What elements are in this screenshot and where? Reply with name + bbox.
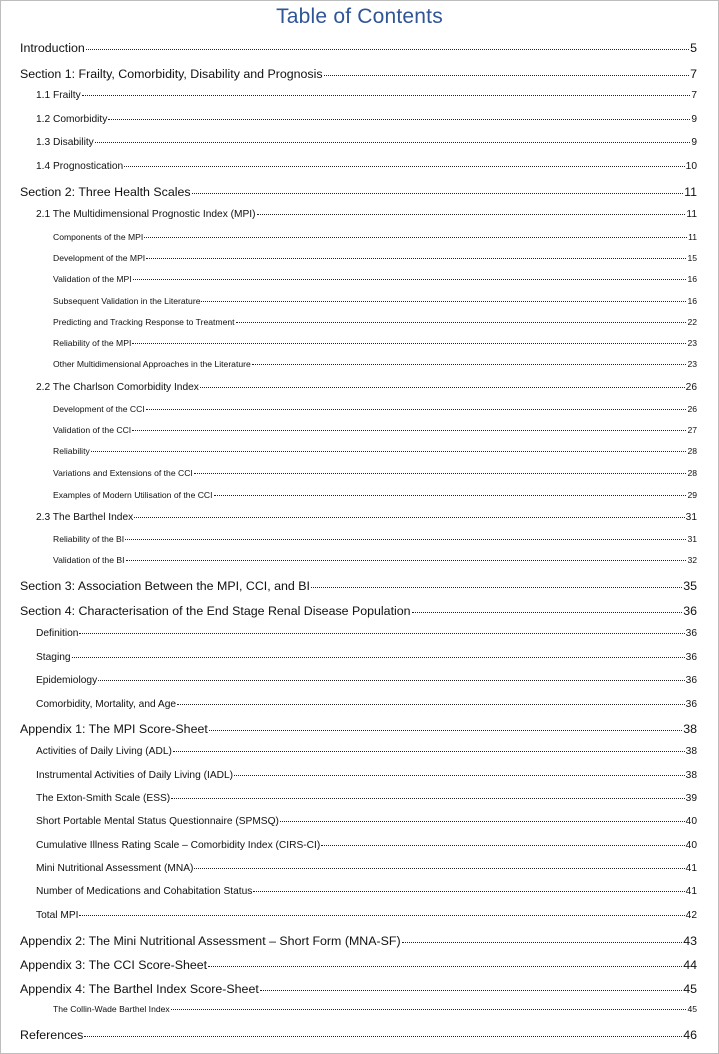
toc-entry[interactable] bbox=[36, 863, 697, 874]
toc-entry-text: 1.1 Frailty bbox=[36, 90, 81, 101]
toc-entry[interactable] bbox=[20, 1028, 697, 1042]
toc-page-number: 38 bbox=[683, 722, 697, 736]
toc-entry[interactable] bbox=[53, 468, 697, 478]
toc-entry-text: Variations and Extensions of the CCI bbox=[53, 468, 193, 478]
toc-entry[interactable] bbox=[53, 490, 697, 500]
toc-entry[interactable] bbox=[53, 232, 697, 242]
toc-entry-text: Cumulative Illness Rating Scale – Comorbidity Index (CIRS-CI) bbox=[36, 840, 321, 851]
toc-page-number: 43 bbox=[683, 934, 697, 948]
toc-entry-text: Short Portable Mental Status Questionnaire (SPMSQ) bbox=[36, 816, 279, 827]
toc-entry[interactable] bbox=[20, 934, 697, 948]
toc-dot-leader bbox=[194, 867, 684, 869]
toc-entry-text: Appendix 1: The MPI Score-Sheet bbox=[20, 722, 208, 736]
toc-page-number: 36 bbox=[683, 604, 697, 618]
toc-dot-leader bbox=[234, 774, 685, 776]
toc-page-number: 11 bbox=[688, 232, 697, 242]
toc-entry-text: Subsequent Validation in the Literature bbox=[53, 296, 201, 306]
toc-dot-leader bbox=[171, 797, 684, 799]
toc-entry[interactable] bbox=[36, 90, 697, 101]
toc-entry-text: Number of Medications and Cohabitation Status bbox=[36, 886, 253, 897]
toc-dot-leader bbox=[84, 1035, 682, 1037]
toc-page-number: 11 bbox=[684, 185, 697, 199]
toc-entry[interactable] bbox=[36, 114, 697, 125]
toc-entry[interactable] bbox=[36, 652, 697, 663]
toc-dot-leader bbox=[91, 450, 687, 452]
toc-page-number: 15 bbox=[687, 253, 697, 263]
toc-entry-text: Examples of Modern Utilisation of the CCI bbox=[53, 490, 213, 500]
toc-page-number: 29 bbox=[687, 490, 697, 500]
toc-dot-leader bbox=[134, 516, 684, 518]
toc-dot-leader bbox=[146, 257, 686, 259]
toc-dot-leader bbox=[194, 472, 687, 474]
toc-dot-leader bbox=[177, 703, 685, 705]
toc-entry-text: Activities of Daily Living (ADL) bbox=[36, 746, 172, 757]
toc-entry[interactable] bbox=[20, 604, 697, 618]
toc-entry[interactable] bbox=[53, 274, 697, 284]
toc-page-number: 28 bbox=[687, 446, 697, 456]
toc-dot-leader bbox=[125, 538, 686, 540]
toc-dot-leader bbox=[98, 679, 684, 681]
toc-page-number: 44 bbox=[683, 958, 697, 972]
toc-entry-text: 2.3 The Barthel Index bbox=[36, 512, 134, 523]
toc-entry-text: Comorbidity, Mortality, and Age bbox=[36, 699, 177, 710]
toc-dot-leader bbox=[95, 141, 691, 143]
toc-page-number: 7 bbox=[691, 90, 697, 101]
toc-entry[interactable] bbox=[36, 628, 697, 639]
toc-page-number: 9 bbox=[691, 114, 697, 125]
toc-dot-leader bbox=[133, 278, 687, 280]
toc-entry[interactable] bbox=[36, 209, 697, 220]
toc-page-number: 27 bbox=[687, 425, 697, 435]
toc-entry[interactable] bbox=[20, 722, 697, 736]
toc-dot-leader bbox=[132, 342, 686, 344]
toc-entry[interactable] bbox=[36, 512, 697, 523]
toc-entry-text: Epidemiology bbox=[36, 675, 98, 686]
toc-page-number: 40 bbox=[685, 816, 697, 827]
toc-page-number: 38 bbox=[685, 746, 697, 757]
toc-dot-leader bbox=[412, 611, 683, 613]
toc-entry-text: Section 2: Three Health Scales bbox=[20, 185, 191, 199]
toc-dot-leader bbox=[321, 844, 684, 846]
toc-page-number: 36 bbox=[685, 699, 697, 710]
toc-entry[interactable] bbox=[53, 534, 697, 544]
toc-entry[interactable] bbox=[20, 579, 697, 593]
toc-page-number: 28 bbox=[687, 468, 697, 478]
toc-page-number: 11 bbox=[686, 209, 697, 220]
toc-entry-text: Other Multidimensional Approaches in the Literature bbox=[53, 359, 251, 369]
toc-entry[interactable] bbox=[53, 404, 697, 414]
toc-page-number: 41 bbox=[685, 886, 697, 897]
toc-dot-leader bbox=[280, 820, 685, 822]
toc-entry[interactable] bbox=[36, 910, 697, 921]
toc-dot-leader bbox=[86, 48, 689, 50]
toc-entry[interactable] bbox=[53, 296, 697, 306]
toc-entry-text: Definition bbox=[36, 628, 79, 639]
toc-entry-text: 1.4 Prognostication bbox=[36, 161, 124, 172]
toc-dot-leader bbox=[144, 236, 687, 238]
toc-dot-leader bbox=[79, 632, 684, 634]
toc-dot-leader bbox=[311, 586, 682, 588]
toc-entry[interactable] bbox=[20, 982, 697, 996]
toc-page-number: 16 bbox=[687, 274, 697, 284]
toc-dot-leader bbox=[214, 494, 687, 496]
toc-page-number: 35 bbox=[683, 579, 697, 593]
toc-page-number: 32 bbox=[687, 555, 697, 565]
toc-entry[interactable] bbox=[36, 675, 697, 686]
toc-entry-text: Components of the MPI bbox=[53, 232, 144, 242]
toc-entry-text: Mini Nutritional Assessment (MNA) bbox=[36, 863, 194, 874]
toc-dot-leader bbox=[126, 559, 687, 561]
toc-dot-leader bbox=[79, 914, 684, 916]
toc-dot-leader bbox=[171, 1008, 687, 1010]
toc-page-number: 45 bbox=[683, 982, 697, 996]
toc-entry[interactable] bbox=[36, 699, 697, 710]
toc-entry-text: Total MPI bbox=[36, 910, 79, 921]
toc-entry-text: 2.2 The Charlson Comorbidity Index bbox=[36, 382, 199, 393]
toc-dot-leader bbox=[260, 989, 682, 991]
toc-entry[interactable] bbox=[36, 816, 697, 827]
toc-dot-leader bbox=[252, 363, 687, 365]
toc-entry-text: Appendix 2: The Mini Nutritional Assessment – Short Form (MNA-SF) bbox=[20, 934, 401, 948]
toc-entry[interactable] bbox=[36, 886, 697, 897]
toc-entry[interactable] bbox=[36, 382, 697, 393]
toc-entry-text: Section 4: Characterisation of the End Stage Renal Disease Population bbox=[20, 604, 411, 618]
toc-page-number: 26 bbox=[685, 382, 697, 393]
toc-entry-text: References bbox=[20, 1028, 84, 1042]
toc-entry[interactable] bbox=[53, 359, 697, 369]
toc-entry[interactable] bbox=[36, 161, 697, 172]
toc-dot-leader bbox=[402, 941, 683, 943]
toc-entry-text: 2.1 The Multidimensional Prognostic Index (MPI) bbox=[36, 209, 256, 220]
toc-entry-text: Development of the CCI bbox=[53, 404, 145, 414]
toc-entry[interactable] bbox=[53, 338, 697, 348]
toc-page-number: 41 bbox=[685, 863, 697, 874]
toc-dot-leader bbox=[173, 750, 685, 752]
toc-entry-text: Validation of the BI bbox=[53, 555, 125, 565]
toc-page-number: 26 bbox=[687, 404, 697, 414]
toc-entry[interactable] bbox=[36, 137, 697, 148]
toc-entry[interactable] bbox=[53, 555, 697, 565]
toc-entry[interactable] bbox=[53, 253, 697, 263]
toc-dot-leader bbox=[82, 94, 691, 96]
toc-page-number: 36 bbox=[685, 675, 697, 686]
toc-entry[interactable] bbox=[36, 746, 697, 757]
toc-entry-text: 1.3 Disability bbox=[36, 137, 94, 148]
toc-entry[interactable] bbox=[20, 185, 697, 199]
toc-dot-leader bbox=[192, 192, 684, 194]
toc-dot-leader bbox=[324, 74, 690, 76]
toc-entry-text: The Collin-Wade Barthel Index bbox=[53, 1004, 170, 1014]
toc-entry[interactable] bbox=[20, 67, 697, 81]
toc-page-number: 31 bbox=[687, 534, 697, 544]
toc-page-number: 36 bbox=[685, 628, 697, 639]
toc-page-number: 22 bbox=[687, 317, 697, 327]
toc-entry-text: Development of the MPI bbox=[53, 253, 146, 263]
toc-page-number: 45 bbox=[687, 1004, 697, 1014]
toc-entry-text: Instrumental Activities of Daily Living (IADL) bbox=[36, 770, 234, 781]
toc-page-number: 9 bbox=[691, 137, 697, 148]
toc-dot-leader bbox=[146, 408, 687, 410]
toc-entry-text: Staging bbox=[36, 652, 71, 663]
toc-page-number: 31 bbox=[685, 512, 697, 523]
toc-page-number: 42 bbox=[685, 910, 697, 921]
toc-entry[interactable] bbox=[36, 793, 697, 804]
toc-dot-leader bbox=[236, 321, 687, 323]
toc-dot-leader bbox=[124, 165, 684, 167]
toc-dot-leader bbox=[253, 890, 684, 892]
toc-entry-text: Section 3: Association Between the MPI, CCI, and BI bbox=[20, 579, 310, 593]
toc-entry[interactable] bbox=[20, 958, 697, 972]
toc-page-number: 40 bbox=[685, 840, 697, 851]
toc-dot-leader bbox=[72, 656, 685, 658]
toc-entry[interactable] bbox=[53, 446, 697, 456]
toc-page-number: 23 bbox=[687, 338, 697, 348]
toc-dot-leader bbox=[208, 965, 682, 967]
toc-entry-text: Validation of the CCI bbox=[53, 425, 132, 435]
toc-dot-leader bbox=[257, 213, 686, 215]
toc-entry-text: Introduction bbox=[20, 41, 85, 55]
toc-page-number: 5 bbox=[690, 41, 697, 55]
toc-entry[interactable] bbox=[20, 41, 697, 55]
toc-entry-text: Reliability of the MPI bbox=[53, 338, 132, 348]
toc-page-number: 46 bbox=[683, 1028, 697, 1042]
toc-dot-leader bbox=[201, 300, 686, 302]
toc-entry-text: Validation of the MPI bbox=[53, 274, 132, 284]
toc-entry-text: Appendix 4: The Barthel Index Score-Sheet bbox=[20, 982, 259, 996]
toc-page-number: 7 bbox=[690, 67, 697, 81]
toc-page-number: 36 bbox=[685, 652, 697, 663]
toc-entry-text: The Exton-Smith Scale (ESS) bbox=[36, 793, 171, 804]
toc-entry-text: 1.2 Comorbidity bbox=[36, 114, 108, 125]
toc-entry[interactable] bbox=[53, 425, 697, 435]
toc-page-number: 10 bbox=[685, 161, 697, 172]
toc-page-number: 39 bbox=[685, 793, 697, 804]
toc-entry-text: Appendix 3: The CCI Score-Sheet bbox=[20, 958, 208, 972]
toc-dot-leader bbox=[209, 729, 682, 731]
toc-title: Table of Contents bbox=[276, 5, 443, 28]
toc-entry[interactable] bbox=[36, 840, 697, 851]
toc-entry[interactable] bbox=[53, 1004, 697, 1014]
toc-dot-leader bbox=[132, 429, 686, 431]
toc-dot-leader bbox=[108, 118, 690, 120]
toc-entry[interactable] bbox=[53, 317, 697, 327]
toc-entry-text: Section 1: Frailty, Comorbidity, Disability and Prognosis bbox=[20, 67, 323, 81]
toc-page-number: 38 bbox=[685, 770, 697, 781]
toc-entry-text: Reliability of the BI bbox=[53, 534, 125, 544]
toc-entry-text: Reliability bbox=[53, 446, 90, 456]
toc-entry[interactable] bbox=[36, 770, 697, 781]
toc-page-number: 16 bbox=[687, 296, 697, 306]
toc-dot-leader bbox=[200, 386, 685, 388]
toc-entry-text: Predicting and Tracking Response to Treatment bbox=[53, 317, 235, 327]
toc-page-number: 23 bbox=[687, 359, 697, 369]
